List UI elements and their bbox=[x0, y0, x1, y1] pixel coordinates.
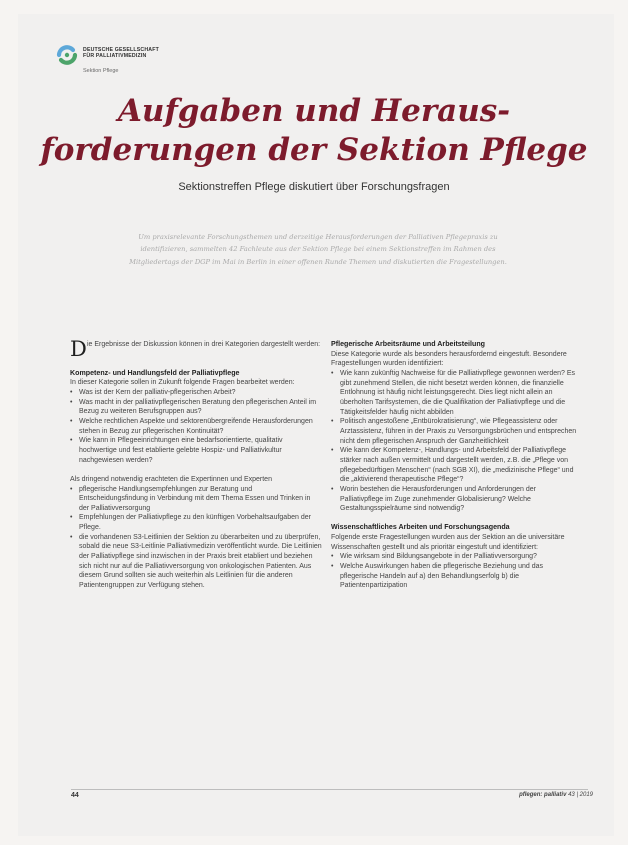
organization-name bbox=[83, 47, 203, 59]
title-line-1: Aufgaben und Heraus- bbox=[117, 93, 511, 129]
lead-paragraph bbox=[70, 337, 322, 361]
list-item: • Wie kann zukünftig Nachweise für die Palliativpflege gewonnen werden? Es gibt zunehmend Stellen, die nicht besetzt werden können, die finanzielle Entlohnung ist häufig nicht leistungsgerecht. Dies liegt nicht allein an überholten Tarifsystemen, die die Qualifikation der Palliativpflege und die Tätigkeitsfelder häufig nicht abbilden bbox=[331, 369, 581, 417]
paragraph-arbeitsraeume-intro: Diese Kategorie wurde als besonders herausfordernd eingestuft. Besondere Fragestellungen wurden identifiziert: bbox=[331, 350, 567, 368]
list-item: • Was macht in der palliativpflegerischen Beratung den pflegerischen Anteil im Bezug zu weiteren Berufsgruppen aus? bbox=[70, 398, 322, 417]
heading-arbeitsraeume: Pflegerische Arbeitsräume und Arbeitsteilung bbox=[331, 340, 485, 348]
forschung-list bbox=[331, 552, 581, 591]
magazine-footer bbox=[519, 792, 593, 798]
magazine-issue: 43 | 2019 bbox=[568, 792, 593, 798]
kompetenz-question-list bbox=[70, 388, 322, 465]
lead-text: ie Ergebnisse der Diskussion können in drei Kategorien dargestellt werden: bbox=[87, 341, 321, 348]
list-item: • Worin bestehen die Herausforderungen und Anforderungen der Palliativpflege im Zuge zunehmender Globalisierung? Welche Gestaltungsspielräume sind notwendig? bbox=[331, 485, 581, 514]
list-item: • Empfehlungen der Palliativpflege zu den künftigen Vorbehaltsaufgaben der Pflege. bbox=[70, 513, 322, 532]
right-column bbox=[331, 340, 581, 591]
paragraph-forschung-intro: Folgende erste Fragestellungen wurden aus der Sektion an die universitäre Wissenschaften gestellt und als prioritär eingestuft und identifiziert: bbox=[331, 534, 565, 551]
list-item: • Welche Auswirkungen haben die pflegerische Beziehung und das pflegerische Handeln auf a) den Behandlungserfolg b) die Patientenpartizipation bbox=[331, 562, 581, 591]
section-label: Sektion Pflege bbox=[83, 68, 119, 74]
org-line-1: DEUTSCHE GESELLSCHAFT bbox=[83, 47, 159, 53]
list-item: • Wie kann in Pflegeeinrichtungen eine bedarfsorientierte, qualitativ hochwertige und fest etablierte gelebte Hospiz- und Palliativkultur nachgewiesen werden? bbox=[70, 436, 322, 465]
list-item: • Wie wirksam sind Bildungsangebote in der Palliativversorgung? bbox=[331, 552, 581, 562]
list-item: • Was ist der Kern der palliativ-pflegerischen Arbeit? bbox=[70, 388, 322, 398]
footer-divider bbox=[71, 789, 588, 790]
list-item: • die vorhandenen S3-Leitlinien der Sektion zu überarbeiten und zu überprüfen, sobald die neue S3-Leitlinie Palliativmedizin veröffentlicht wurde. Die Leitlinien der Palliativpflege sind inzwischen in der Praxis breit etabliert und beziehen sich nicht nur auf die Palliativversorgung von onkologischen Patienten. Aus diesem Grund sollten sie auch weiterhin als Leitlinien für die anderen Patientengruppen zur Verfügung stehen. bbox=[70, 533, 322, 591]
org-line-2: FÜR PALLIATIVMEDIZIN bbox=[83, 53, 147, 59]
page-number: 44 bbox=[71, 792, 79, 799]
drop-cap: D bbox=[70, 337, 87, 361]
heading-kompetenz: Kompetenz- und Handlungsfeld der Palliativpflege bbox=[70, 368, 240, 377]
experts-list bbox=[70, 485, 322, 591]
paragraph-kompetenz-intro: In dieser Kategorie sollen in Zukunft folgende Fragen bearbeitet werden: bbox=[70, 379, 295, 387]
heading-forschung: Wissenschaftliches Arbeiten und Forschungsagenda bbox=[331, 523, 510, 532]
article-subtitle: Sektionstreffen Pflege diskutiert über Forschungsfragen bbox=[178, 181, 450, 193]
article-intro: Um praxisrelevante Forschungsthemen und derzeitige Herausforderungen der Palliativen Pflegepraxis zu identifizieren, sammelten 42 Fachleute aus der Sektion Pflege bei einem Sektionstreffen im Rahmen des Mitgliedertags der DGP im Mai in Berlin in einer offenen Runde Themen und diskutierten die Fragestellungen. bbox=[129, 233, 507, 266]
list-item: • Welche rechtlichen Aspekte und sektorenübergreifende Herausforderungen stehen in Bezug zur pflegerischen Kontinuität? bbox=[70, 417, 322, 436]
magazine-name: pflegen: palliativ bbox=[519, 792, 567, 798]
dgp-logo-icon bbox=[56, 44, 78, 66]
paragraph-experts: Als dringend notwendig erachteten die Expertinnen und Experten bbox=[70, 475, 272, 483]
article-title bbox=[0, 92, 628, 170]
list-item: • Politisch angestoßene „Entbürokratisierung“, wie Pflegeassistenz oder Arztassistenz, führen in der Praxis zu Versorgungsbrüchen und entsprechen nicht dem pflegerischen Anspruch der Ganzheitlichkeit bbox=[331, 417, 581, 446]
title-line-2: forderungen der Sektion Pflege bbox=[40, 132, 588, 168]
list-item: • Wie kann der Kompetenz-, Handlungs- und Arbeitsfeld der Palliativpflege stärker nach außen vermittelt und dargestellt werden, z.B. die „Pflege von pflegebedürftigen Menschen“ (nach SGB XI), die „medizinische Pflege“ und die „aktivierend therapeutische Pflege“? bbox=[331, 446, 581, 485]
arbeitsraeume-list bbox=[331, 369, 581, 514]
list-item: • pflegerische Handlungsempfehlungen zur Beratung und Entscheidungsfindung in Verbindung mit dem Thema Essen und Trinken in der Palliativversorgung bbox=[70, 485, 322, 514]
left-column bbox=[70, 337, 322, 591]
